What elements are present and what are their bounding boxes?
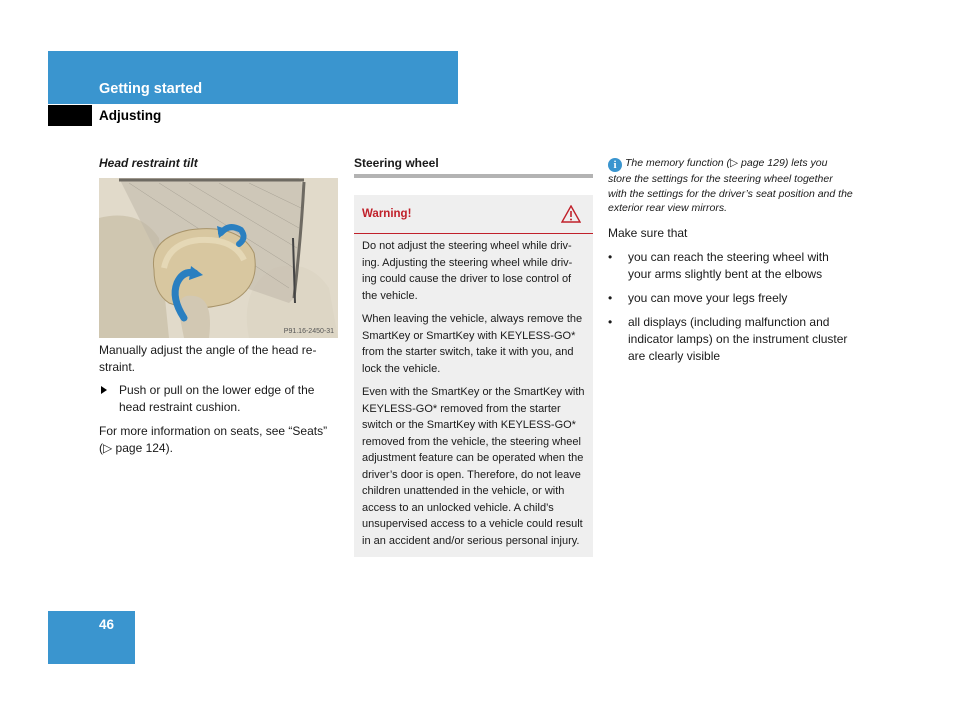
warning-header [354,195,593,234]
warning-paragraph: Even with the SmartKey or the SmartKey with KEYLESS-GO* removed from the starter switch or the SmartKey with KEYLESS-GO* removed from the vehicle, the steering wheel adjustment feature can be operated when the driver’s door is open. Therefore, do not leave children unattended in the vehicle, or with access to an unlocked vehicle. A child’s unsupervised access to a vehicle could result in an accident and/or serious personal injury. [362,386,585,547]
warning-paragraph: Do not adjust the steering wheel while driv-ing. Adjusting the steering wheel while driv-ing could cause the driver to lose control of the vehicle. [362,240,573,302]
info-text: The memory function (▷ page 129) lets you store the settings for the steering wheel together with the settings for the driver’s seat position and the exterior rear view mirrors. [608,157,853,214]
list-item-text: you can reach the steering wheel with your arms slightly bent at the elbows [628,249,829,281]
section-marker [48,105,92,126]
column-memory-info [608,156,853,365]
head-restraint-text: Manually adjust the angle of the head re-straint. [99,343,317,374]
warning-label: Warning! [362,208,412,220]
column-steering-wheel [354,156,593,557]
make-sure-text: Make sure that [608,225,688,240]
step-row [99,382,339,416]
seats-reference-text: For more information on seats, see “Seats” (▷ page 124). [99,424,328,455]
list-item [608,290,853,307]
warning-box [354,195,593,557]
step-arrow-icon [101,386,107,394]
head-restraint-figure [99,178,338,338]
figure-code: P91.16-2450-31 [283,328,334,335]
warning-triangle-icon [561,205,581,223]
list-item-text: you can move your legs freely [628,290,788,305]
info-icon: i [608,158,622,172]
bullet-icon: • [608,290,613,305]
list-item-text: all displays (including malfunction and indicator lamps) on the instrument cluster are clearly visible [628,314,848,363]
bullet-icon: • [608,249,613,264]
bullet-icon: • [608,314,613,329]
head-restraint-subhead: Head restraint tilt [99,156,198,170]
section-title: Adjusting [99,108,162,123]
warning-paragraph: When leaving the vehicle, always remove the SmartKey or SmartKey with KEYLESS-GO* from the starter switch, take it with you, and lock the vehicle. [362,313,583,375]
steering-wheel-subhead: Steering wheel [354,156,439,170]
column-head-restraint [99,156,339,457]
info-note [608,156,853,216]
subhead-rule [354,174,593,178]
head-restraint-illustration [99,178,338,338]
chapter-title: Getting started [99,81,203,97]
list-item [608,249,853,283]
list-item [608,314,853,365]
step-text: Push or pull on the lower edge of the head restraint cushion. [119,383,315,414]
page-number-box [48,611,135,664]
warning-body [354,234,593,557]
page-number: 46 [99,617,115,632]
